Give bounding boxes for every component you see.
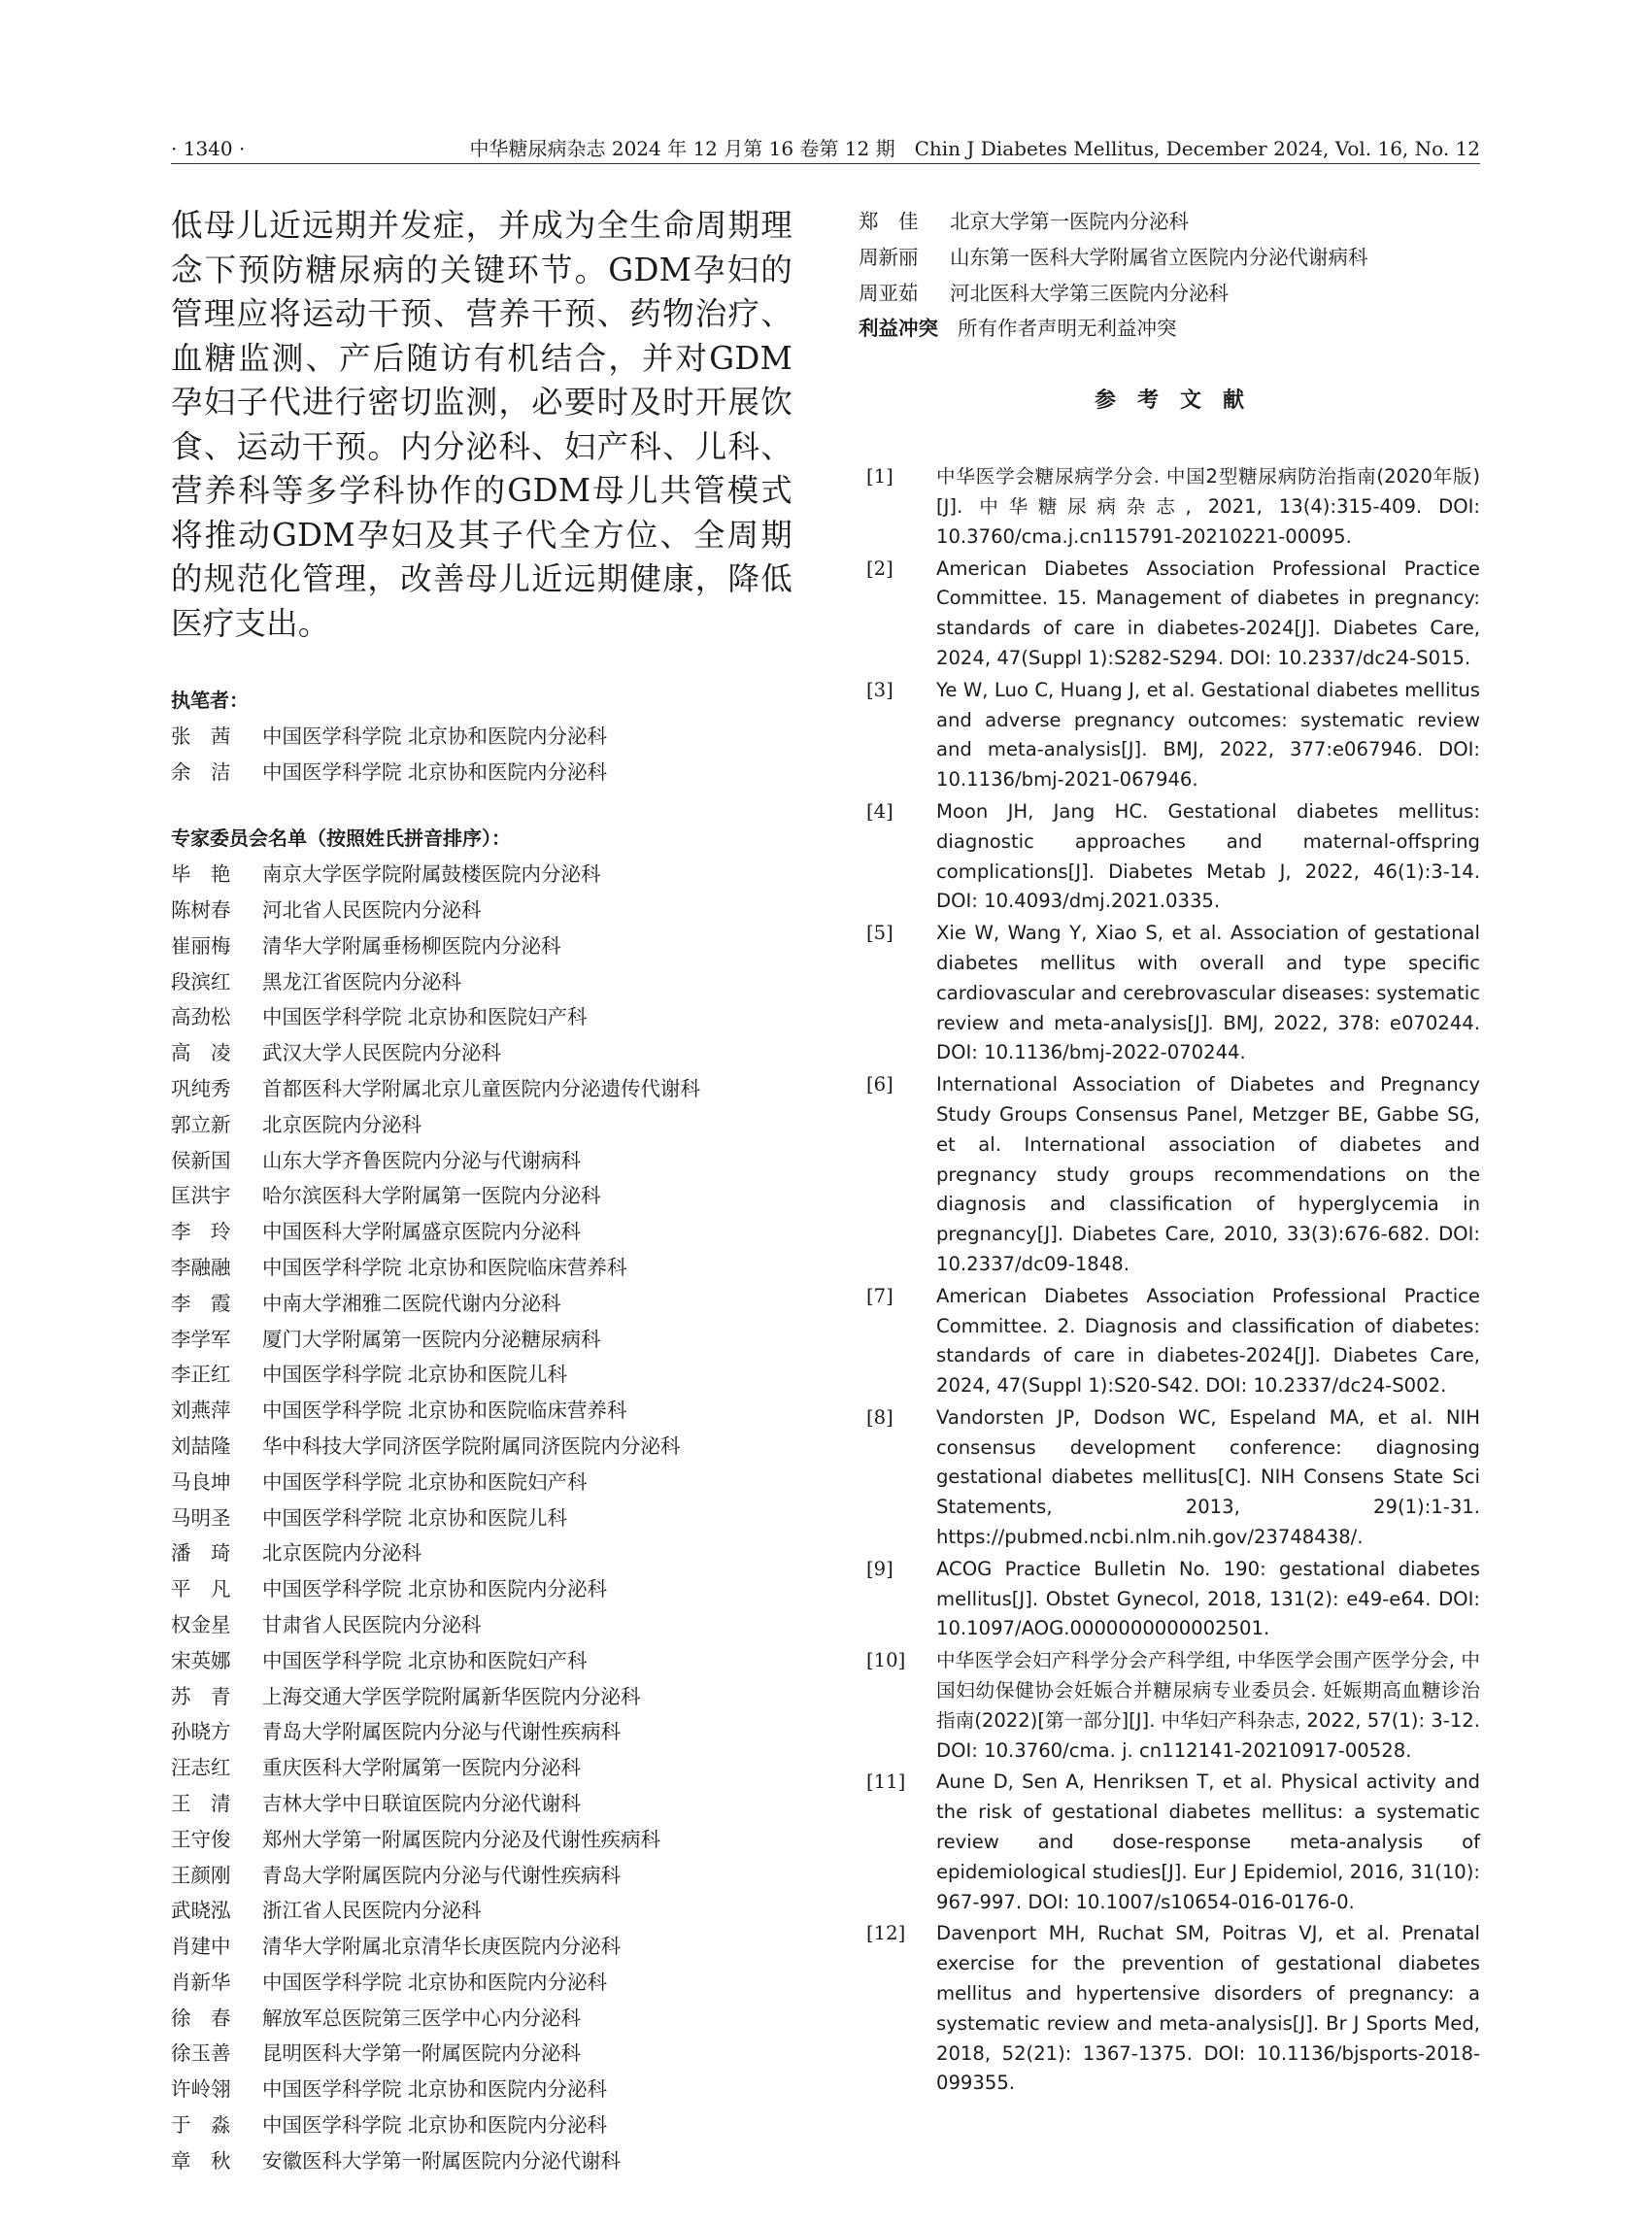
experts-section [171,821,792,2178]
person-entry [171,1465,792,1500]
right-column [859,204,1480,2101]
reference-text: 中华医学会妇产科学分会产科学组, 中华医学会围产医学分会, 中国妇幼保健协会妊娠合并糖尿病专业委员会. 妊娠期高血糖诊治指南(2022)[第一部分][J]. 中华妇产科杂志, 2022, 57(1): 3-12. DOI: 10.3760/cma. j. cn112141-20210917-00528. [936,1649,1480,1762]
person-entry [859,204,1480,240]
page-number: · 1340 · [171,137,246,160]
person-name: 周亚茹 [859,281,919,305]
person-name: 王守俊 [171,1827,231,1851]
person-name: 高 凌 [171,1041,231,1065]
conflict-of-interest [859,311,1480,347]
person-affiliation: 中国医学科学院 北京协和医院内分泌科 [262,724,608,748]
person-entry [171,1607,792,1643]
person-affiliation: 厦门大学附属第一医院内分泌糖尿病科 [262,1327,601,1351]
person-affiliation: 华中科技大学同济医学院附属同济医院内分泌科 [262,1433,681,1458]
person-name: 肖新华 [171,1970,231,1994]
reference-text: American Diabetes Association Professional Practice Committee. 2. Diagnosis and classification of diabetes: standards of care in diabetes-2024[J]. Diabetes Care, 2024, 47(Suppl 1):S20-S42. DOI: 10.2337/dc24-S002. [936,1284,1480,1398]
person-name: 马良坤 [171,1469,231,1494]
person-affiliation: 青岛大学附属医院内分泌与代谢性疾病科 [262,1720,621,1744]
person-affiliation: 北京医院内分泌科 [262,1541,421,1566]
person-affiliation: 吉林大学中日联谊医院内分泌代谢科 [262,1791,581,1815]
person-name: 陈树春 [171,897,231,922]
reference-text: International Association of Diabetes and Pregnancy Study Groups Consensus Panel, Metzger BE, Gabbe SG, et al. International association of diabetes and pregnancy study groups recommendations on the diagnosis and classification of hyperglycemia in pregnancy[J]. Diabetes Care, 2010, 33(3):676-682. DOI: 10.2337/dc09-1848. [936,1073,1480,1275]
person-affiliation: 中国医学科学院 北京协和医院儿科 [262,1505,568,1530]
person-entry [171,1893,792,1929]
conflict-of-interest-label: 利益冲突 [859,317,938,341]
person-name: 侯新国 [171,1148,231,1172]
person-name: 汪志红 [171,1756,231,1780]
person-affiliation: 中国医学科学院 北京协和医院临床营养科 [262,1399,627,1423]
person-affiliation: 解放军总医院第三医学中心内分泌科 [262,2006,581,2030]
person-entry [171,1071,792,1107]
person-affiliation: 南京大学医学院附属鼓楼医院内分泌科 [262,862,601,887]
authors-list [171,719,792,791]
reference-number: [4] [866,799,893,823]
reference-item [859,1070,1480,1280]
person-name: 徐 春 [171,2006,231,2030]
references-title: 参考文献 [1094,388,1265,414]
person-entry [171,1214,792,1250]
reference-text: Moon JH, Jang HC. Gestational diabetes mellitus: diagnostic approaches and maternal-offspring complications[J]. Diabetes Metab J, 2022, 46(1):3-14. DOI: 10.4093/dmj.2021.0335. [936,799,1480,913]
person-entry [171,1714,792,1750]
left-column [171,204,792,2179]
reference-number: [1] [866,465,893,489]
person-entry [171,999,792,1035]
reference-number: [11] [866,1770,906,1794]
person-affiliation: 北京大学第一医院内分泌科 [950,210,1189,233]
person-name: 徐玉善 [171,2041,231,2066]
person-affiliation: 黑龙江省医院内分泌科 [262,969,461,994]
person-entry [171,1429,792,1465]
reference-number: [6] [866,1073,893,1096]
person-entry [171,2072,792,2107]
person-name: 刘喆隆 [171,1433,231,1458]
person-name: 李 霞 [171,1291,231,1315]
person-name: 余 洁 [171,759,231,784]
person-entry [171,1286,792,1322]
reference-text: ACOG Practice Bulletin No. 190: gestational diabetes mellitus[J]. Obstet Gynecol, 2018, 131(2): e49-e64. DOI: 10.1097/AOG.0000000000002501. [936,1557,1480,1640]
reference-text: Ye W, Luo C, Huang J, et al. Gestational diabetes mellitus and adverse pregnancy outcomes: systematic review and meta-analysis[J]. BMJ, 2022, 377:e067946. DOI: 10.1136/bmj-2021-067946. [936,678,1480,792]
reference-number: [9] [866,1557,893,1580]
person-affiliation: 中南大学湘雅二医院代谢内分泌科 [262,1291,561,1315]
running-header [171,134,1480,164]
person-entry [171,1178,792,1214]
person-name: 苏 青 [171,1684,231,1708]
reference-item [859,462,1480,552]
person-name: 武晓泓 [171,1899,231,1923]
person-affiliation: 山东大学齐鲁医院内分泌与代谢病科 [262,1148,581,1172]
person-affiliation: 河北医科大学第三医院内分泌科 [950,281,1229,305]
person-name: 王 清 [171,1791,231,1815]
person-affiliation: 中国医学科学院 北京协和医院妇产科 [262,1469,588,1494]
person-entry [171,1858,792,1894]
person-entry [171,1571,792,1607]
reference-item [859,1768,1480,1917]
person-entry [171,755,792,791]
reference-text: Davenport MH, Ruchat SM, Poitras VJ, et al. Prenatal exercise for the prevention of gestational diabetes mellitus and hypertensive disorders of pregnancy: a systematic review and meta-analysis[J]. Br J Sports Med, 2018, 52(21): 1367-1375. DOI: 10.1136/bjsports-2018-099355. [936,1922,1480,2095]
person-entry [171,2107,792,2143]
person-entry [171,1786,792,1822]
reference-number: [2] [866,556,893,580]
person-affiliation: 中国医科大学附属盛京医院内分泌科 [262,1220,581,1244]
person-name: 许岭翎 [171,2077,231,2102]
person-entry [171,2001,792,2037]
person-name: 张 茜 [171,724,231,748]
person-affiliation: 首都医科大学附属北京儿童医院内分泌遗传代谢科 [262,1076,700,1100]
authors-section [171,683,792,790]
person-entry [171,1643,792,1679]
person-name: 巩纯秀 [171,1076,231,1100]
person-affiliation: 中国医学科学院 北京协和医院内分泌科 [262,1970,608,1994]
person-affiliation: 北京医院内分泌科 [262,1112,421,1136]
reference-text: American Diabetes Association Professional Practice Committee. 15. Management of diabetes in pregnancy: standards of care in diabetes-2024[J]. Diabetes Care, 2024, 47(Suppl 1):S282-S294. DOI: 10.2337/dc24-S015. [936,556,1480,669]
person-affiliation: 中国医学科学院 北京协和医院内分泌科 [262,759,608,784]
person-entry [171,2036,792,2072]
person-name: 高劲松 [171,1005,231,1029]
person-name: 王颜刚 [171,1863,231,1887]
person-affiliation: 甘肃省人民医院内分泌科 [262,1612,482,1636]
person-entry [171,857,792,893]
person-name: 匡洪宇 [171,1184,231,1208]
reference-item [859,676,1480,795]
reference-number: [12] [866,1922,906,1945]
person-affiliation: 上海交通大学医学院附属新华医院内分泌科 [262,1684,641,1708]
reference-item [859,919,1480,1068]
person-entry [171,719,792,755]
person-name: 于 淼 [171,2113,231,2138]
person-entry [171,893,792,928]
person-affiliation: 山东第一医科大学附属省立医院内分泌代谢病科 [950,245,1368,269]
reference-text: 中华医学会糖尿病学分会. 中国2型糖尿病防治指南(2020年版)[J]. 中华糖尿病杂志, 2021, 13(4):315-409. DOI: 10.3760/cma.j.cn115791-20210221-00095. [936,465,1480,548]
person-affiliation: 中国医学科学院 北京协和医院妇产科 [262,1648,588,1672]
reference-number: [3] [866,678,893,701]
reference-item [859,1919,1480,2099]
person-affiliation: 浙江省人民医院内分泌科 [262,1899,482,1923]
person-name: 孙晓方 [171,1720,231,1744]
person-entry [859,240,1480,276]
person-affiliation: 安徽医科大学第一附属医院内分泌代谢科 [262,2148,621,2173]
person-name: 李学军 [171,1327,231,1351]
person-name: 李 玲 [171,1220,231,1244]
person-affiliation: 清华大学附属北京清华长庚医院内分泌科 [262,1935,621,1959]
person-name: 潘 琦 [171,1541,231,1566]
person-entry [171,964,792,1000]
person-entry [171,1679,792,1715]
person-entry [171,928,792,964]
person-name: 郑 佳 [859,210,919,233]
person-entry [171,1322,792,1358]
person-entry [171,1750,792,1786]
conflict-of-interest-text: 所有作者声明无利益冲突 [958,317,1177,341]
person-entry [171,1143,792,1179]
person-entry [171,1393,792,1429]
person-affiliation: 中国医学科学院 北京协和医院内分泌科 [262,2077,608,2102]
person-name: 崔丽梅 [171,933,231,958]
experts-list-continued [859,204,1480,311]
person-affiliation: 昆明医科大学第一附属医院内分泌科 [262,2041,581,2066]
person-entry [171,2143,792,2179]
experts-title: 专家委员会名单（按照姓氏拼音排序）： [171,826,511,851]
person-affiliation: 中国医学科学院 北京协和医院内分泌科 [262,1577,608,1601]
person-affiliation: 中国医学科学院 北京协和医院内分泌科 [262,2113,608,2138]
person-affiliation: 重庆医科大学附属第一医院内分泌科 [262,1756,581,1780]
reference-item [859,555,1480,674]
person-affiliation: 河北省人民医院内分泌科 [262,897,482,922]
person-name: 刘燕萍 [171,1399,231,1423]
person-affiliation: 中国医学科学院 北京协和医院儿科 [262,1363,568,1387]
reference-item [859,1555,1480,1644]
person-name: 肖建中 [171,1935,231,1959]
reference-item [859,1646,1480,1766]
person-affiliation: 清华大学附属垂杨柳医院内分泌科 [262,933,561,958]
person-entry [171,1035,792,1071]
reference-list [859,462,1480,2099]
person-name: 章 秋 [171,2148,231,2173]
person-entry [171,1929,792,1965]
person-affiliation: 郑州大学第一附属医院内分泌及代谢性疾病科 [262,1827,660,1851]
person-entry [171,1822,792,1858]
experts-list [171,857,792,2178]
person-name: 平 凡 [171,1577,231,1601]
reference-text: Aune D, Sen A, Henriksen T, et al. Physical activity and the risk of gestational diabetes mellitus: a systematic review and dose-response meta-analysis of epidemiological studies[J]. Eur J Epidemiol, 2016, 31(10): 967-997. DOI: 10.1007/s10654-016-0176-0. [936,1770,1480,1913]
person-name: 权金星 [171,1612,231,1636]
person-entry [171,1500,792,1536]
person-affiliation: 武汉大学人民医院内分泌科 [262,1041,501,1065]
person-name: 马明圣 [171,1505,231,1530]
person-name: 毕 艳 [171,862,231,887]
person-entry [171,1535,792,1571]
reference-text: Vandorsten JP, Dodson WC, Espeland MA, et al. NIH consensus development conference: diagnosing gestational diabetes mellitus[C]. NIH Consens State Sci Statements, 2013, 29(1):1-31. https://pubmed.ncbi.nlm.nih.gov/23748438/. [936,1405,1480,1549]
reference-item [859,797,1480,917]
person-entry [859,276,1480,312]
person-name: 段滨红 [171,969,231,994]
reference-number: [5] [866,922,893,945]
person-affiliation: 中国医学科学院 北京协和医院妇产科 [262,1005,588,1029]
reference-item [859,1282,1480,1401]
person-name: 郭立新 [171,1112,231,1136]
reference-text: Xie W, Wang Y, Xiao S, et al. Association of gestational diabetes mellitus with overall and type specific cardiovascular and cerebrovascular diseases: systematic review and meta-analysis[J]. BMJ, 2022, 378: e070244. DOI: 10.1136/bmj-2022-070244. [936,922,1480,1064]
person-affiliation: 哈尔滨医科大学附属第一医院内分泌科 [262,1184,601,1208]
person-entry [171,1965,792,2001]
reference-item [859,1403,1480,1553]
person-entry [171,1250,792,1286]
journal-citation-line: 中华糖尿病杂志 2024 年 12 月第 16 卷第 12 期 Chin J Diabetes Mellitus, December 2024, Vol. 16, No. 12 [469,137,1480,160]
reference-number: [8] [866,1405,893,1429]
body-paragraph: 低母儿近远期并发症，并成为全生命周期理念下预防糖尿病的关键环节。GDM孕妇的管理应将运动干预、营养干预、药物治疗、血糖监测、产后随访有机结合，并对GDM孕妇子代进行密切监测，必要时及时开展饮食、运动干预。内分泌科、妇产科、儿科、营养科等多学科协作的GDM母儿共管模式将推动GDM孕妇及其子代全方位、全周期的规范化管理，改善母儿近远期健康，降低医疗支出。 [171,207,792,642]
reference-number: [7] [866,1284,893,1307]
person-affiliation: 青岛大学附属医院内分泌与代谢性疾病科 [262,1863,621,1887]
person-entry [171,1107,792,1143]
person-name: 周新丽 [859,245,919,269]
person-name: 宋英娜 [171,1648,231,1672]
person-affiliation: 中国医学科学院 北京协和医院临床营养科 [262,1255,627,1279]
person-name: 李融融 [171,1255,231,1279]
person-name: 李正红 [171,1363,231,1387]
person-entry [171,1357,792,1393]
authors-title: 执笔者： [171,689,249,712]
reference-number: [10] [866,1649,906,1672]
